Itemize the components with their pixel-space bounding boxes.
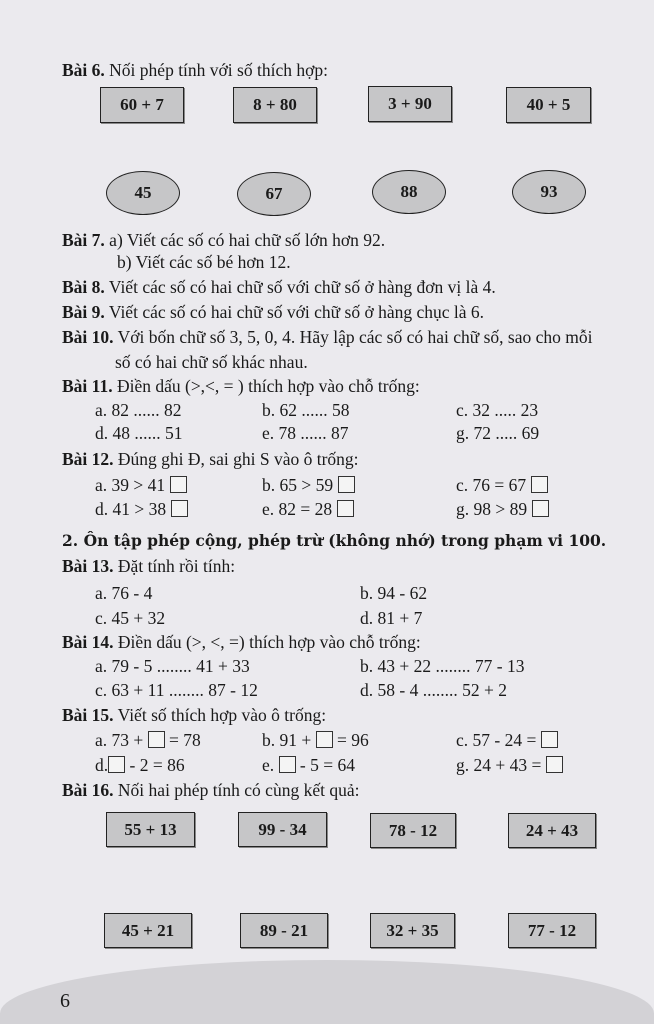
exercise-text: a) Viết các số có hai chữ số lớn hơn 92. — [109, 230, 386, 250]
item — [456, 475, 548, 496]
exercise-text: Viết các số có hai chữ số với chữ số ở hàng đơn vị là 4. — [108, 277, 496, 297]
item-text: e. 82 = 28 — [262, 499, 333, 519]
bai10-heading — [62, 327, 592, 348]
expression-box: 45 + 21 — [104, 913, 192, 948]
item-text: - 2 = 86 — [129, 755, 185, 775]
item-text: a. 73 + — [95, 730, 148, 750]
answer-box[interactable] — [531, 476, 548, 493]
item: a. 79 - 5 ........ 41 + 33 — [95, 656, 250, 676]
expression-box: 77 - 12 — [508, 913, 596, 948]
expression-box: 40 + 5 — [506, 87, 591, 123]
exercise-label: Bài 16. — [62, 780, 114, 800]
page-number: 6 — [60, 990, 70, 1012]
item-text: g. 24 + 43 = — [456, 755, 546, 775]
number-oval: 93 — [512, 170, 586, 214]
answer-box[interactable] — [170, 476, 187, 493]
exercise-label: Bài 14. — [62, 632, 114, 652]
item — [262, 730, 369, 751]
answer-box[interactable] — [541, 731, 558, 748]
expression-box: 32 + 35 — [370, 913, 455, 948]
expression-box: 3 + 90 — [368, 86, 452, 122]
item — [95, 730, 201, 751]
item-text: c. 57 - 24 = — [456, 730, 541, 750]
bai9-heading — [62, 302, 484, 323]
item — [262, 475, 355, 496]
exercise-text: Với bốn chữ số 3, 5, 0, 4. Hãy lập các số có hai chữ số, sao cho mỗi — [117, 327, 593, 347]
number-oval: 45 — [106, 171, 180, 215]
item-text: a. 39 > 41 — [95, 475, 166, 495]
item — [262, 499, 354, 520]
item-text: = 78 — [169, 730, 201, 750]
item: d. 81 + 7 — [360, 608, 423, 628]
exercise-label: Bài 9. — [62, 302, 105, 322]
exercise-text: Nối hai phép tính có cùng kết quả: — [117, 780, 360, 800]
item: a. 82 ...... 82 — [95, 400, 182, 420]
item — [95, 755, 185, 776]
exercise-label: Bài 13. — [62, 556, 114, 576]
item-text: = 96 — [337, 730, 369, 750]
item-text: d. — [95, 755, 109, 775]
exercise-text: Điền dấu (>, <, =) thích hợp vào chỗ trống: — [117, 632, 421, 652]
exercise-label: Bài 12. — [62, 449, 114, 469]
exercise-text: Điền dấu (>,<, = ) thích hợp vào chỗ trống: — [116, 376, 420, 396]
exercise-label: Bài 8. — [62, 277, 105, 297]
answer-box[interactable] — [546, 756, 563, 773]
exercise-label: Bài 6. — [62, 60, 105, 80]
item-text: b. 65 > 59 — [262, 475, 334, 495]
item-text: e. — [262, 755, 279, 775]
number-oval: 67 — [237, 172, 311, 216]
item: d. 48 ...... 51 — [95, 423, 183, 443]
expression-box: 89 - 21 — [240, 913, 328, 948]
expression-box: 24 + 43 — [508, 813, 596, 848]
bai10-continuation: số có hai chữ số khác nhau. — [115, 352, 308, 372]
answer-box[interactable] — [337, 500, 354, 517]
exercise-text: Viết các số có hai chữ số với chữ số ở hàng chục là 6. — [108, 302, 484, 322]
exercise-label: Bài 11. — [62, 376, 113, 396]
answer-box[interactable] — [279, 756, 296, 773]
item: b. 94 - 62 — [360, 583, 428, 603]
item: g. 72 ..... 69 — [456, 423, 540, 443]
item-text: g. 98 > 89 — [456, 499, 528, 519]
exercise-label: Bài 15. — [62, 705, 114, 725]
number-oval: 88 — [372, 170, 446, 214]
answer-box[interactable] — [108, 756, 125, 773]
exercise-text: Nối phép tính với số thích hợp: — [109, 60, 328, 80]
item-text: d. 41 > 38 — [95, 499, 167, 519]
answer-box[interactable] — [171, 500, 188, 517]
bai7-b: b) Viết các số bé hơn 12. — [117, 252, 291, 272]
bai16-heading — [62, 780, 359, 801]
item: c. 63 + 11 ........ 87 - 12 — [95, 680, 258, 700]
page-curl-shadow — [0, 960, 654, 1024]
item: b. 43 + 22 ........ 77 - 13 — [360, 656, 525, 676]
item: a. 76 - 4 — [95, 583, 153, 603]
item — [95, 499, 188, 520]
expression-box: 55 + 13 — [106, 812, 195, 847]
answer-box[interactable] — [148, 731, 165, 748]
item — [95, 475, 187, 496]
bai14-heading — [62, 632, 421, 653]
item: e. 78 ...... 87 — [262, 423, 349, 443]
item — [456, 499, 549, 520]
expression-box: 60 + 7 — [100, 87, 184, 123]
bai12-heading — [62, 449, 359, 470]
bai15-heading — [62, 705, 326, 726]
bai13-heading — [62, 556, 235, 577]
item — [262, 755, 355, 776]
bai8-heading — [62, 277, 496, 298]
item: d. 58 - 4 ........ 52 + 2 — [360, 680, 507, 700]
exercise-label: Bài 10. — [62, 327, 114, 347]
answer-box[interactable] — [532, 500, 549, 517]
exercise-text: Đặt tính rồi tính: — [117, 556, 236, 576]
bai11-heading — [62, 376, 420, 397]
exercise-text: Đúng ghi Đ, sai ghi S vào ô trống: — [117, 449, 359, 469]
item-text: c. 76 = 67 — [456, 475, 527, 495]
exercise-text: Viết số thích hợp vào ô trống: — [117, 705, 327, 725]
bai6-heading — [62, 60, 328, 81]
item — [456, 730, 558, 751]
item: b. 62 ...... 58 — [262, 400, 350, 420]
item-text: b. 91 + — [262, 730, 316, 750]
bai7-heading — [62, 230, 385, 251]
expression-box: 99 - 34 — [238, 812, 327, 847]
item: c. 32 ..... 23 — [456, 400, 539, 420]
section-heading: 2. Ôn tập phép cộng, phép trừ (không nhớ) trong phạm vi 100. — [62, 531, 607, 550]
exercise-label: Bài 7. — [62, 230, 105, 250]
answer-box[interactable] — [338, 476, 355, 493]
item — [456, 755, 563, 776]
item-text: - 5 = 64 — [299, 755, 355, 775]
item: c. 45 + 32 — [95, 608, 166, 628]
expression-box: 78 - 12 — [370, 813, 456, 848]
expression-box: 8 + 80 — [233, 87, 317, 123]
answer-box[interactable] — [316, 731, 333, 748]
